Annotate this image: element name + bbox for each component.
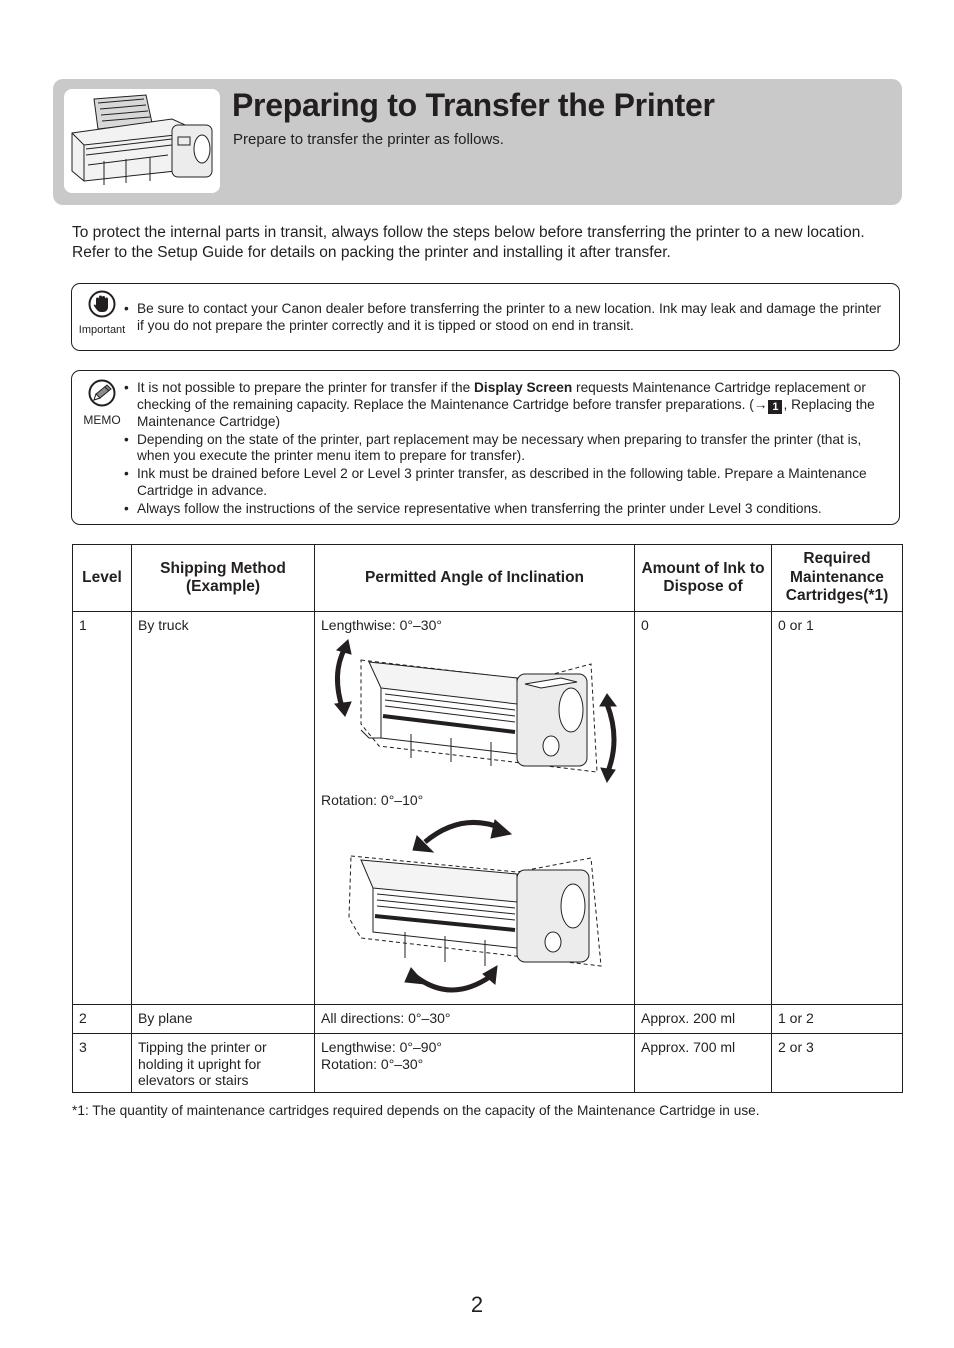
memo-item-link[interactable]: , Replacing the Maintenance Cartridge) [137,396,875,429]
memo-icon-block [76,379,128,427]
memo-item: • Ink must be drained before Level 2 or Level 3 printer transfer, as described in the following table. Prepare a Maintenance Cartridge in advance. [124,466,889,499]
ink-cell: Approx. 700 ml [635,1034,772,1093]
angle-lengthwise: Lengthwise: 0°–30° [321,617,442,633]
memo-item [124,380,889,430]
column-header: Amount of Ink to Dispose of [635,545,772,612]
method-cell: Tipping the printer or holding it upright for elevators or stairs [132,1034,315,1093]
memo-item: • Always follow the instructions of the service representative when transferring the printer under Level 3 conditions. [124,501,889,518]
lengthwise-tilt-illustration [321,634,627,789]
intro-paragraph: To protect the internal parts in transit, always follow the steps below before transferring the printer to a new location. Refer to the Setup Guide for details on packing the printer and installing it after transfer. [72,224,865,261]
page-number: 2 [470,1292,484,1317]
footnote: *1: The quantity of maintenance cartridges required depends on the capacity of the Maintenance Cartridge in use. [72,1103,760,1118]
page-subtitle: Prepare to transfer the printer as follows. [233,131,504,148]
table-header-row [73,545,903,612]
method-cell: By plane [132,1005,315,1034]
memo-item-text: requests Maintenance Cartridge replacement or checking of the remaining capacity. Replace the Maintenance Cartridge before transfer preparations. (→ [137,380,866,412]
angle-rotation: Rotation: 0°–30° [321,1055,424,1072]
memo-item-bold: Display Screen [474,380,573,395]
ink-cell: Approx. 200 ml [635,1005,772,1034]
reference-badge[interactable]: 1 [768,400,782,414]
cartridges-cell: 0 or 1 [772,612,903,1005]
table-row [73,612,903,1005]
memo-list [124,380,889,519]
column-header: Permitted Angle of Inclination [315,545,635,612]
memo-item: • Depending on the state of the printer, part replacement may be necessary when preparing to transfer the printer (that is, when you execute the printer menu item to prepare for transfer). [124,432,889,465]
level-cell: 1 [73,612,132,1005]
transfer-levels-table [72,544,903,1093]
angle-cell [315,1034,635,1093]
memo-item-text: It is not possible to prepare the printer for transfer if the [137,380,475,395]
cartridges-cell: 2 or 3 [772,1034,903,1093]
angle-cell [315,612,635,1005]
column-header: Required Maintenance Cartridges(*1) [772,545,903,612]
angle-rotation: Rotation: 0°–10° [321,791,424,808]
important-item: • Be sure to contact your Canon dealer before transferring the printer to a new location. Ink may leak and damage the printer if you do not prepare the printer correctly and it is tipped or stood on end in transit. [124,301,889,334]
important-label: Important [78,324,126,336]
cartridges-cell: 1 or 2 [772,1005,903,1034]
printer-illustration [64,89,220,193]
column-header: Level [73,545,132,612]
pencil-icon [87,379,117,407]
table-row [73,1034,903,1093]
method-cell: By truck [132,612,315,1005]
important-list [124,301,889,336]
table-row [73,1005,903,1034]
important-note [71,283,900,351]
important-icon-block [76,290,128,336]
memo-note [71,370,900,525]
column-header: Shipping Method (Example) [132,545,315,612]
angle-cell: All directions: 0°–30° [315,1005,635,1034]
stop-hand-icon [87,290,117,318]
memo-label: MEMO [83,413,121,427]
page-header [53,79,902,205]
ink-cell: 0 [635,612,772,1005]
rotation-tilt-illustration [321,808,627,1003]
level-cell: 3 [73,1034,132,1093]
page-title: Preparing to Transfer the Printer [232,87,715,123]
level-cell: 2 [73,1005,132,1034]
angle-lengthwise: Lengthwise: 0°–90° [321,1039,442,1055]
